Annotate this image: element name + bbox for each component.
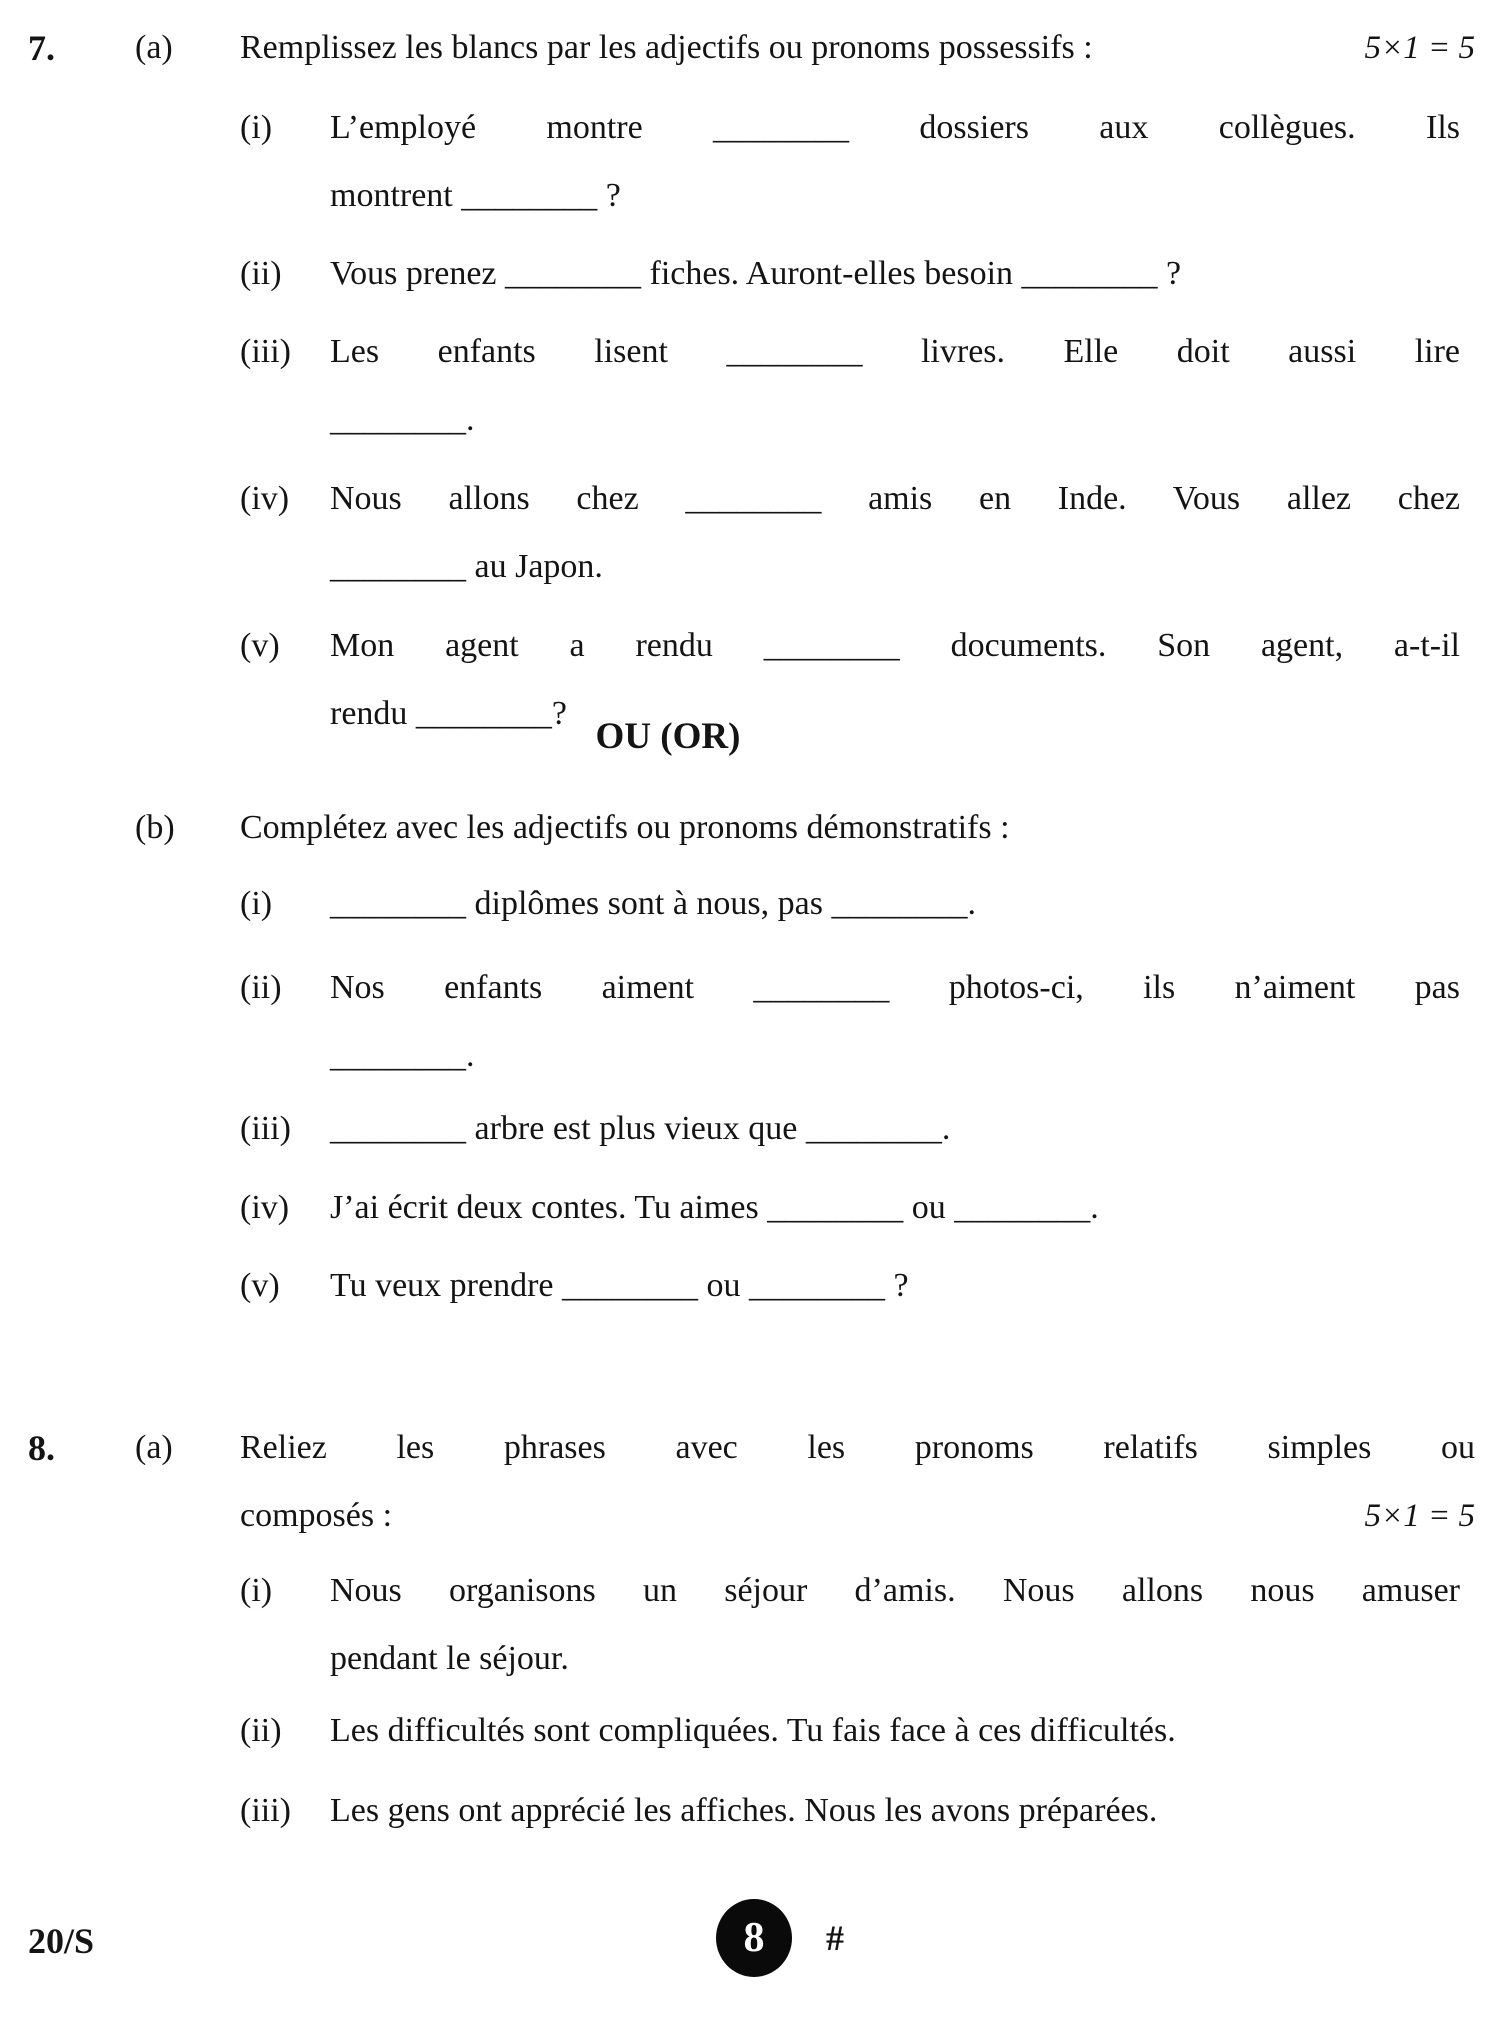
item-7b-iv [240,1174,1460,1242]
item-7b-ii [240,954,1460,1090]
item-7b-i [240,870,1460,938]
part-b-label: (b) [135,809,175,846]
item-marker: (iii) [240,333,291,370]
item-text-line: Vous prenez ________ fiches. Auront-elles besoin ________ ? [330,255,1182,292]
part-a-label: (a) [135,1429,173,1466]
item-text-line: Les difficultés sont compliquées. Tu fais face à ces difficultés. [330,1712,1176,1749]
item-marker: (iv) [240,480,290,517]
item-marker: (i) [240,885,273,922]
item-marker: (iii) [240,1110,291,1147]
item-text-line: Mon agent a rendu ________ documents. Son agent, a-t-il [330,627,1460,664]
item-7a-ii [240,240,1460,308]
item-7b-v [240,1252,1460,1320]
question-7a-instruction: Remplissez les blancs par les adjectifs ou pronoms possessifs : [240,29,1093,66]
item-8a-iii [240,1777,1460,1845]
item-text-line: Nous organisons un séjour d’amis. Nous allons nous amuser [330,1572,1460,1609]
item-text-line: ________ diplômes sont à nous, pas ________. [330,885,976,922]
question-8-heading [28,1414,1475,1550]
question-8a-instruction-line2: composés : [240,1497,393,1534]
question-7a-marks: 5×1 = 5 [1364,30,1475,66]
part-a-label: (a) [135,29,173,66]
item-text-line: pendant le séjour. [330,1640,569,1677]
item-text-line: ________. [330,401,475,438]
item-marker: (iv) [240,1189,290,1226]
item-text-line: Nous allons chez ________ amis en Inde. Vous allez chez [330,480,1460,517]
question-8a-marks: 5×1 = 5 [1364,1498,1475,1534]
item-marker: (i) [240,1572,273,1609]
item-text-line: Tu veux prendre ________ ou ________ ? [330,1267,909,1304]
question-7b-heading [135,794,1475,862]
item-8a-ii [240,1697,1460,1765]
item-text-line: rendu ________? [330,695,568,732]
question-number: 7. [28,28,55,68]
item-marker: (ii) [240,255,282,292]
paper-code: 20/S [28,1921,95,1961]
item-marker: (i) [240,109,273,146]
question-number: 8. [28,1428,55,1468]
item-marker: (iii) [240,1792,291,1829]
item-text-line: L’employé montre ________ dossiers aux collègues. Ils [330,109,1460,146]
or-divider: OU (OR) [595,716,741,757]
page-number-badge [716,1899,792,1977]
hash-mark: # [826,1918,844,1958]
item-text-line: Les gens ont apprécié les affiches. Nous les avons préparées. [330,1792,1158,1829]
item-text-line: montrent ________ ? [330,177,621,214]
item-8a-i [240,1557,1460,1693]
question-7b-instruction: Complétez avec les adjectifs ou pronoms démonstratifs : [240,809,1010,846]
item-marker: (v) [240,627,280,664]
item-7a-iv [240,465,1460,601]
item-7b-iii [240,1095,1460,1163]
page-number: 8 [743,1915,765,1961]
question-7-heading [28,14,1475,82]
item-text-line: ________ au Japon. [330,548,603,585]
item-7a-i [240,94,1460,230]
item-text-line: ________ arbre est plus vieux que ________. [330,1110,951,1147]
item-text-line: Les enfants lisent ________ livres. Elle doit aussi lire [330,333,1460,370]
item-text-line: ________. [330,1037,475,1074]
question-8a-instruction-line1: Reliez les phrases avec les pronoms relatifs simples ou [240,1429,1475,1466]
item-marker: (ii) [240,1712,282,1749]
item-7a-iii [240,318,1460,454]
item-text-line: J’ai écrit deux contes. Tu aimes ________ ou ________. [330,1189,1099,1226]
item-text-line: Nos enfants aiment ________ photos-ci, ils n’aiment pas [330,969,1460,1006]
item-marker: (ii) [240,969,282,1006]
item-marker: (v) [240,1267,280,1304]
